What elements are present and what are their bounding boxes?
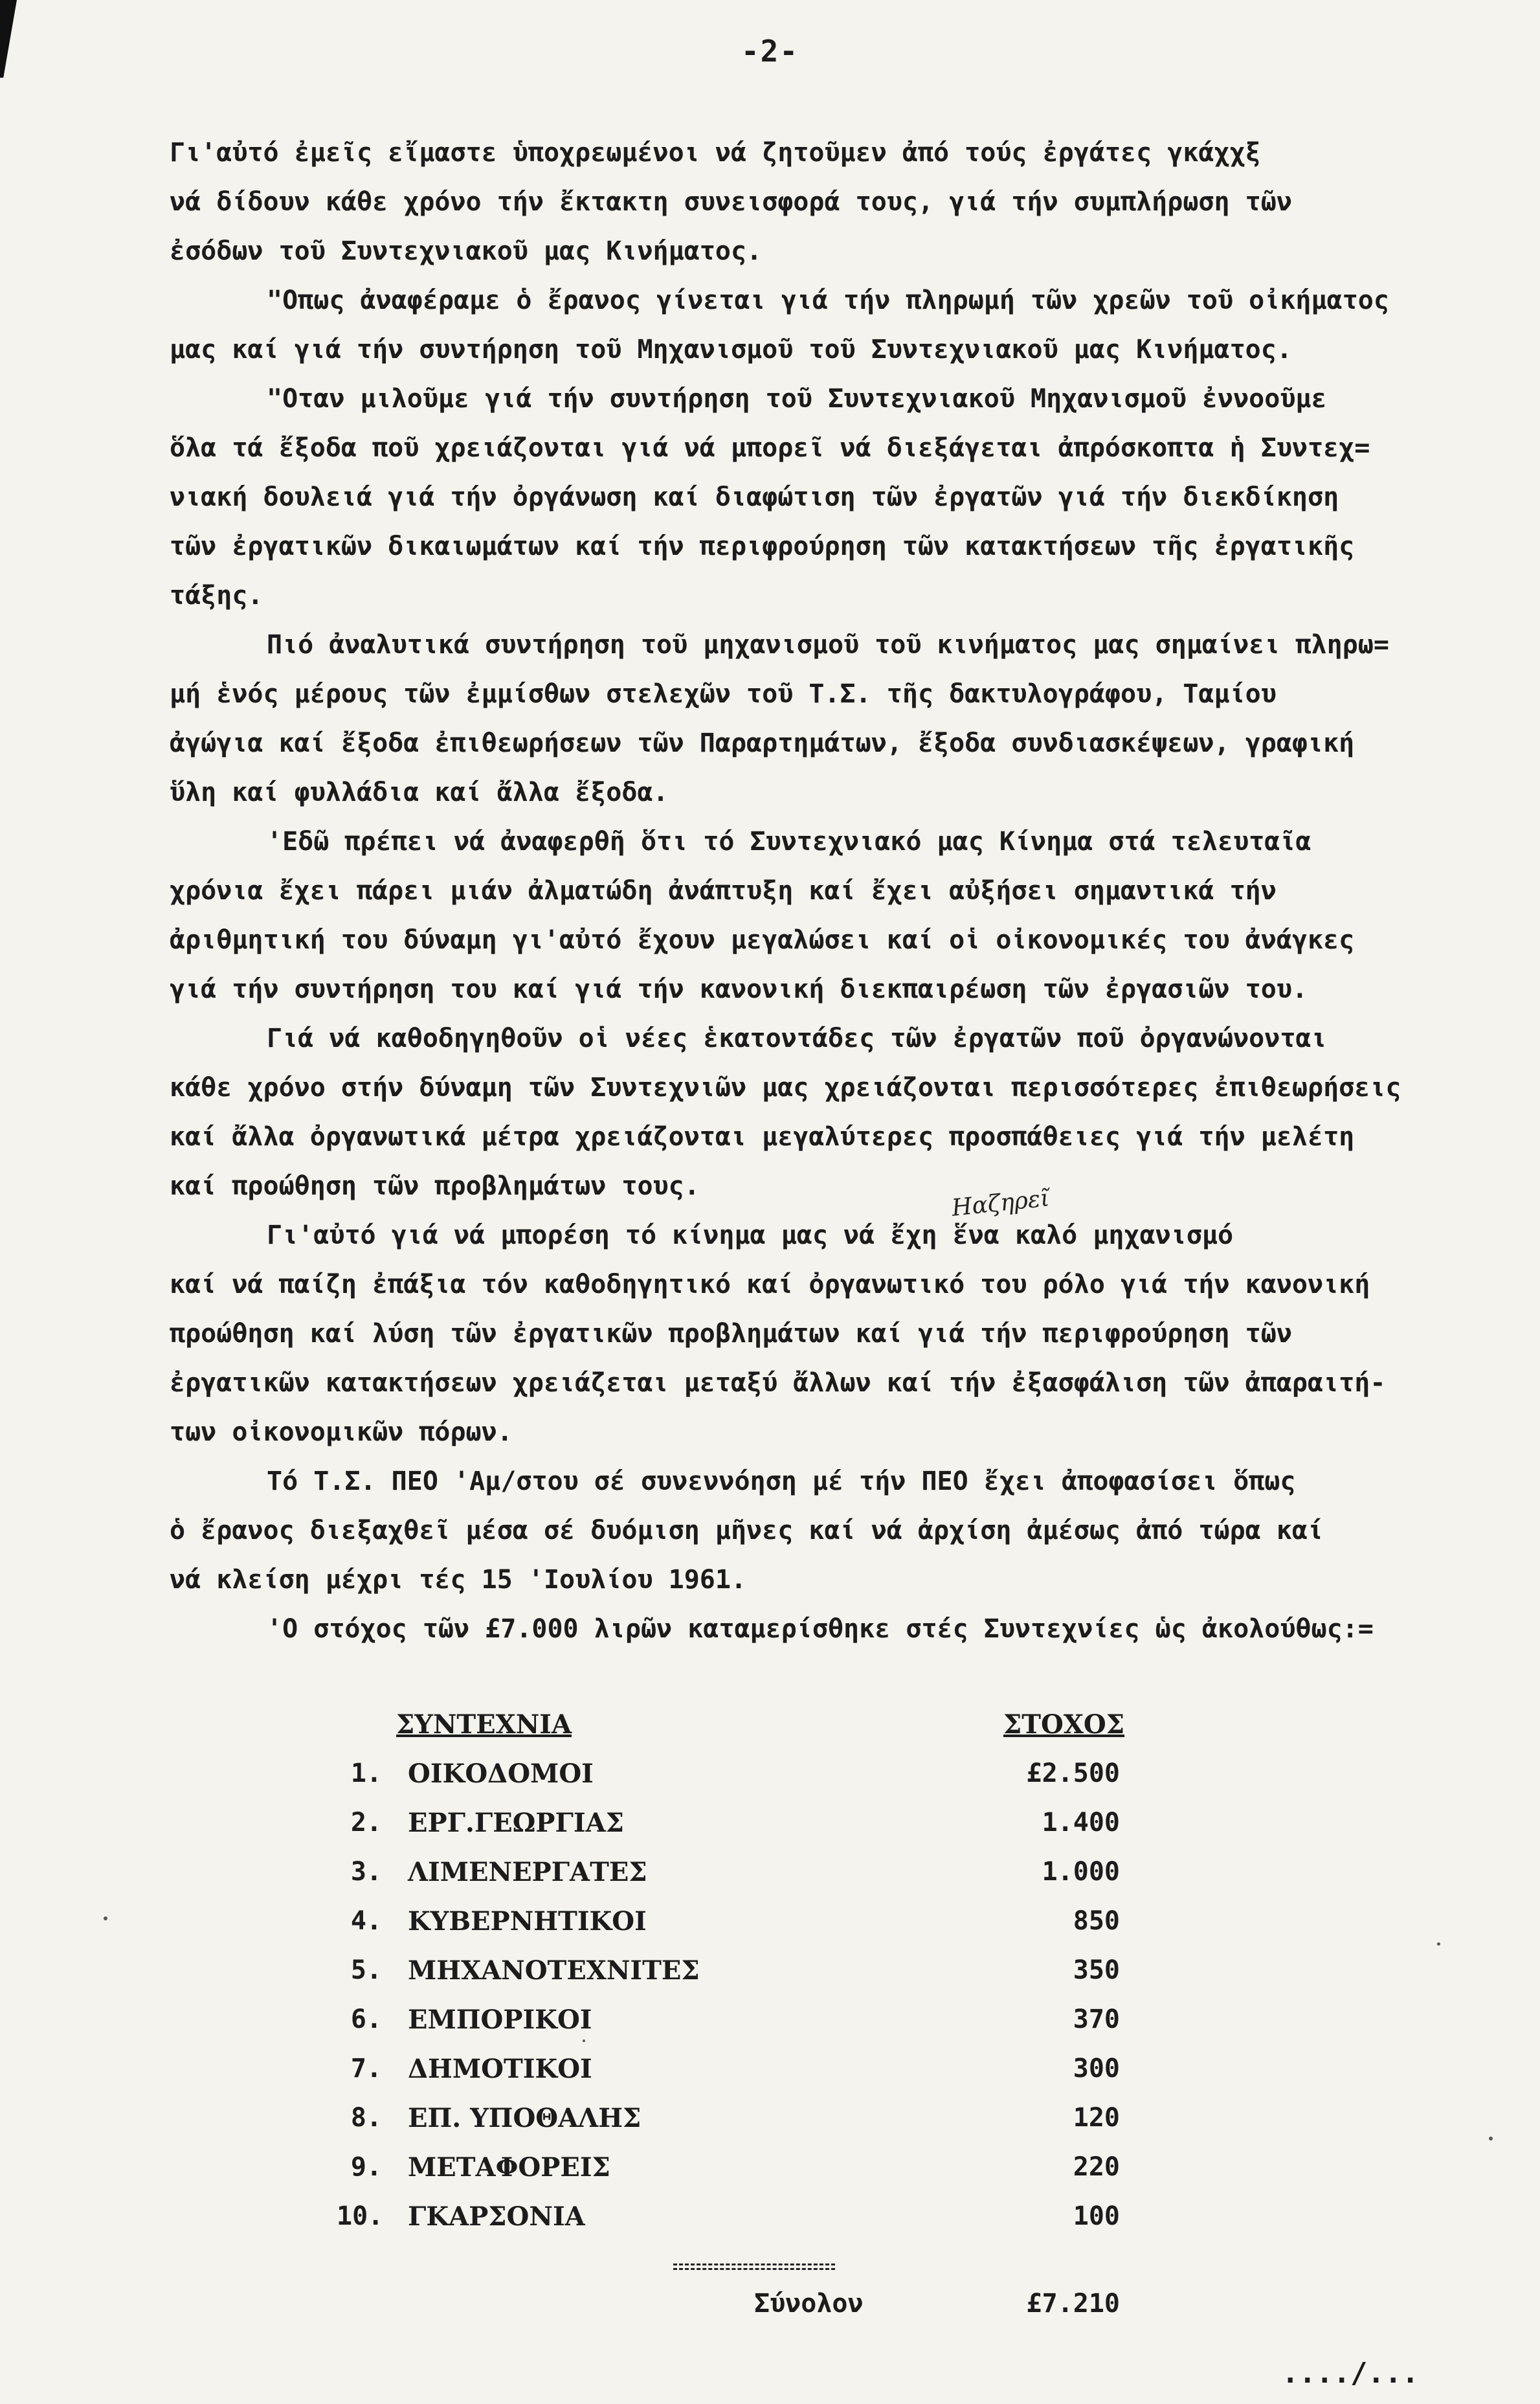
total-rule-double bbox=[673, 2268, 835, 2270]
table-cell-num: 2. bbox=[350, 1808, 382, 1837]
table-cell-amount: 350 bbox=[1073, 1955, 1120, 1985]
paragraph-line: προώθηση καί λύση τῶν ἐργατικῶν προβλημάτων καί γιά τήν περιφρούρηση τῶν bbox=[170, 1319, 1292, 1349]
table-row bbox=[324, 2005, 1230, 2054]
table-row bbox=[324, 2103, 1230, 2152]
paragraph-line: τῶν ἐργατικῶν δικαιωμάτων καί τήν περιφρούρηση τῶν κατακτήσεων τῆς ἐργατικῆς bbox=[170, 532, 1355, 561]
table-cell-num: 5. bbox=[350, 1955, 382, 1985]
table-cell-amount: £2.500 bbox=[1026, 1758, 1120, 1788]
table-cell-amount: 1.400 bbox=[1042, 1808, 1120, 1837]
paragraph-line: μας καί γιά τήν συντήρηση τοῦ Μηχανισμοῦ τοῦ Συντεχνιακοῦ μας Κινήματος. bbox=[170, 335, 1292, 365]
body-text bbox=[170, 128, 1503, 1654]
page-number: -2- bbox=[741, 34, 799, 69]
paragraph-line: Γι'αὐτό ἐμεῖς εἴμαστε ὑποχρεωμένοι νά ζητοῦμεν ἀπό τούς ἐργάτες γκάχχξ bbox=[170, 138, 1261, 168]
paragraph-line: ἀριθμητική του δύναμη γι'αὐτό ἔχουν μεγαλώσει καί οἱ οἰκονομικές του ἀνάγκες bbox=[170, 925, 1355, 955]
paragraph-line: των οἰκονομικῶν πόρων. bbox=[170, 1417, 513, 1447]
scan-speck bbox=[1489, 2137, 1493, 2140]
table-row bbox=[324, 1906, 1230, 1955]
table-cell-name: ΟΙΚΟΔΟΜΟΙ bbox=[408, 1758, 594, 1789]
total-amount: £7.210 bbox=[1026, 2289, 1120, 2319]
table-header-target: ΣΤΟΧΟΣ bbox=[1003, 1709, 1125, 1740]
paragraph-line: καί ἄλλα ὀργανωτικά μέτρα χρειάζονται μεγαλύτερες προσπάθειες γιά τήν μελέτη bbox=[170, 1122, 1355, 1152]
paragraph-line: καί προώθηση τῶν προβλημάτων τους. bbox=[170, 1171, 700, 1201]
paragraph-line: νιακή δουλειά γιά τήν ὀργάνωση καί διαφώτιση τῶν ἐργατῶν γιά τήν διεκδίκηση bbox=[170, 482, 1339, 512]
table-cell-amount: 220 bbox=[1073, 2152, 1120, 2182]
table-cell-amount: 120 bbox=[1073, 2103, 1120, 2133]
table-row bbox=[324, 2054, 1230, 2103]
paragraph-line: ἐργατικῶν κατακτήσεων χρειάζεται μεταξύ ἄλλων καί τήν ἐξασφάλιση τῶν ἀπαραιτή- bbox=[170, 1368, 1386, 1398]
table-cell-name: ΜΗΧΑΝΟΤΕΧΝΙΤΕΣ bbox=[408, 1955, 700, 1986]
table-row bbox=[324, 1808, 1230, 1857]
table-cell-name: ΕΜΠΟΡΙΚΟΙ bbox=[408, 2005, 592, 2035]
continued-marker: ..../... bbox=[1282, 2357, 1419, 2390]
paragraph-line: ἀγώγια καί ἔξοδα ἐπιθεωρήσεων τῶν Παραρτημάτων, ἔξοδα συνδιασκέψεων, γραφική bbox=[170, 728, 1355, 758]
handwritten-correction: Ηαζηρεῖ bbox=[950, 1185, 1051, 1222]
paragraph-line: 'Ο στόχος τῶν £7.000 λιρῶν καταμερίσθηκε στές Συντεχνίες ὡς ἀκολούθως:= bbox=[267, 1614, 1374, 1644]
table-cell-num: 3. bbox=[350, 1857, 382, 1887]
table-cell-amount: 1.000 bbox=[1042, 1857, 1120, 1887]
paragraph-line: ὁ ἔρανος διεξαχθεῖ μέσα σέ δυόμιση μῆνες καί νά ἀρχίση ἀμέσως ἀπό τώρα καί bbox=[170, 1516, 1324, 1545]
table-row bbox=[324, 2201, 1230, 2251]
table-cell-name: ΔΗΜΟΤΙΚΟΙ bbox=[408, 2054, 592, 2084]
table-cell-amount: 300 bbox=[1073, 2054, 1120, 2084]
table-cell-num: 4. bbox=[350, 1906, 382, 1936]
paragraph-line: γιά τήν συντήρηση του καί γιά τήν κανονική διεκπαιρέωση τῶν ἐργασιῶν του. bbox=[170, 974, 1308, 1004]
paragraph-line: Τό Τ.Σ. ΠΕΟ 'Αμ/στου σέ συνεννόηση μέ τήν ΠΕΟ ἔχει ἀποφασίσει ὅπως bbox=[267, 1466, 1296, 1496]
table-cell-name: ΛΙΜΕΝΕΡΓΑΤΕΣ bbox=[408, 1857, 647, 1887]
table-row bbox=[324, 1955, 1230, 2005]
paragraph-line: Γιά νά καθοδηγηθοῦν οἱ νέες ἑκατοντάδες τῶν ἐργατῶν ποῦ ὀργανώνονται bbox=[267, 1024, 1327, 1053]
paragraph-line: Πιό ἀναλυτικά συντήρηση τοῦ μηχανισμοῦ τοῦ κινήματος μας σημαίνει πληρω= bbox=[267, 630, 1389, 660]
scan-speck bbox=[104, 1916, 107, 1920]
table-cell-num: 7. bbox=[350, 2054, 382, 2084]
table-header-union: ΣΥΝΤΕΧΝΙΑ bbox=[396, 1709, 572, 1740]
table-cell-amount: 850 bbox=[1073, 1906, 1120, 1936]
table-cell-num: 8. bbox=[350, 2103, 382, 2133]
table-cell-name: ΜΕΤΑΦΟΡΕΙΣ bbox=[408, 2152, 610, 2183]
table-cell-num: 6. bbox=[350, 2005, 382, 2034]
paragraph-line: 'Εδῶ πρέπει νά ἀναφερθῆ ὅτι τό Συντεχνιακό μας Κίνημα στά τελευταῖα bbox=[267, 827, 1311, 857]
table-cell-name: ΕΡΓ.ΓΕΩΡΓΙΑΣ bbox=[408, 1808, 624, 1838]
paragraph-line: ἐσόδων τοῦ Συντεχνιακοῦ μας Κινήματος. bbox=[170, 236, 763, 266]
paragraph-line: "Οπως ἀναφέραμε ὁ ἔρανος γίνεται γιά τήν πληρωμή τῶν χρεῶν τοῦ οἰκήματος bbox=[267, 286, 1389, 315]
table-cell-num: 1. bbox=[350, 1758, 382, 1788]
scan-speck bbox=[583, 2039, 585, 2042]
paragraph-line: τάξης. bbox=[170, 581, 263, 611]
paragraph-line: νά κλείση μέχρι τές 15 'Ιουλίου 1961. bbox=[170, 1565, 747, 1595]
table-row bbox=[324, 2152, 1230, 2201]
total-rule bbox=[673, 2264, 835, 2265]
paragraph-line: ὅλα τά ἔξοδα ποῦ χρειάζονται γιά νά μπορεῖ νά διεξάγεται ἀπρόσκοπτα ἡ Συντεχ= bbox=[170, 433, 1370, 463]
table-cell-num: 9. bbox=[350, 2152, 382, 2182]
table-cell-name: ΓΚΑΡΣΟΝΙΑ bbox=[408, 2201, 585, 2232]
paragraph-line: καί νά παίζη ἐπάξια τόν καθοδηγητικό καί ὀργανωτικό του ρόλο γιά τήν κανονική bbox=[170, 1270, 1370, 1299]
table-cell-num: 10. bbox=[337, 2201, 384, 2231]
paragraph-line: ὕλη καί φυλλάδια καί ἄλλα ἔξοδα. bbox=[170, 778, 669, 807]
table-cell-name: ΕΠ. ΥΠΟΘΑΛΗΣ bbox=[408, 2103, 642, 2133]
paragraph-line: "Οταν μιλοῦμε γιά τήν συντήρηση τοῦ Συντεχνιακοῦ Μηχανισμοῦ ἐννοοῦμε bbox=[267, 384, 1327, 414]
paragraph-line: Γι'αὐτό γιά νά μπορέση τό κίνημα μας νά ἔχη ἕνα καλό μηχανισμό bbox=[267, 1220, 1234, 1250]
paragraph-line: μή ἑνός μέρους τῶν ἐμμίσθων στελεχῶν τοῦ Τ.Σ. τῆς δακτυλογράφου, Ταμίου bbox=[170, 679, 1277, 709]
paragraph-line: χρόνια ἔχει πάρει μιάν ἀλματώδη ἀνάπτυξη καί ἔχει αὐξήσει σημαντικά τήν bbox=[170, 876, 1277, 906]
scan-speck bbox=[1437, 1942, 1440, 1946]
table-row bbox=[324, 1758, 1230, 1808]
paragraph-line: κάθε χρόνο στήν δύναμη τῶν Συντεχνιῶν μας χρειάζονται περισσότερες ἐπιθεωρήσεις bbox=[170, 1073, 1401, 1103]
table-cell-amount: 370 bbox=[1073, 2005, 1120, 2034]
paragraph-line: νά δίδουν κάθε χρόνο τήν ἔκτακτη συνεισφορά τους, γιά τήν συμπλήρωση τῶν bbox=[170, 187, 1292, 217]
table-row bbox=[324, 1857, 1230, 1906]
total-label: Σύνολον bbox=[754, 2289, 864, 2319]
table-cell-name: ΚΥΒΕΡΝΗΤΙΚΟΙ bbox=[408, 1906, 647, 1937]
table-cell-amount: 100 bbox=[1073, 2201, 1120, 2231]
